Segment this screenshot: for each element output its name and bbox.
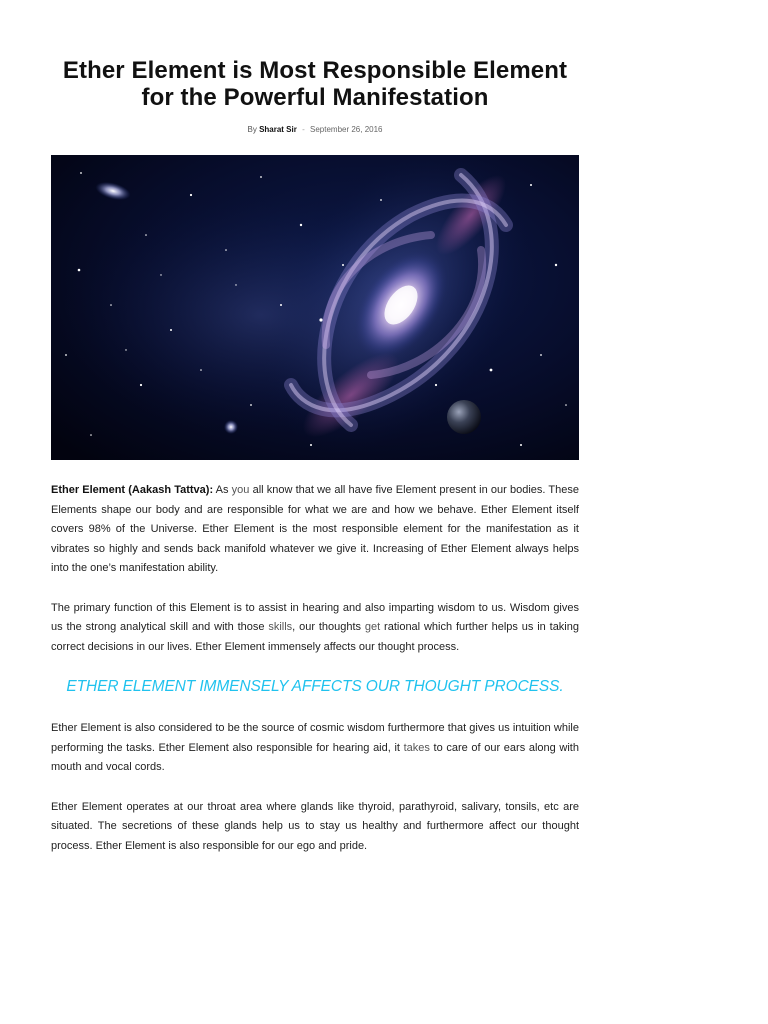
text-span-highlight: get: [364, 621, 381, 633]
text-span: As: [213, 484, 232, 496]
paragraph-function: [51, 599, 579, 658]
paragraph-lead: Ether Element (Aakash Tattva):: [51, 484, 214, 496]
meta-separator: -: [302, 125, 305, 134]
article: [51, 0, 579, 852]
byline-prefix: By: [247, 125, 257, 134]
text-span: , our thoughts: [292, 621, 365, 633]
pull-quote: ETHER ELEMENT IMMENSELY AFFECTS OUR THOUGHT PROCESS.: [66, 678, 564, 695]
paragraph-throat: [51, 798, 579, 857]
article-title: Ether Element is Most Responsible Element for the Powerful Manifestation: [62, 57, 568, 111]
text-span-highlight: takes: [403, 741, 430, 754]
text-span: rational which further helps us in taking correct decisions in our lives. Ether Element immensely affects our thought process.: [51, 621, 579, 653]
article-content: [51, 481, 579, 856]
paragraph-intro: [51, 481, 579, 579]
text-span: to care of our ears along with mouth and vocal cords.: [51, 741, 579, 773]
text-span-highlight: you: [231, 484, 250, 496]
author-link[interactable]: Sharat Sir: [259, 125, 297, 134]
article-meta: [51, 125, 579, 135]
text-span: The primary function of this Element is to assist in hearing and also imparting wisdom to us. Wisdom gives us the strong analytical skill and with those: [51, 601, 579, 633]
text-span: Ether Element is also considered to be the source of cosmic wisdom furthermore that gives us intuition while performing the tasks. Ether Element also responsible for hearing aid, it: [51, 722, 579, 754]
paragraph-wisdom: [51, 719, 579, 778]
text-span: Ether Element operates at our throat area where glands like thyroid, parathyroid, salivary, tonsils, etc are situated. The secretions of these glands help us to stay us healthy and furthermore affect our thought process. Ether Element is also responsible for our ego and pride.: [51, 800, 579, 852]
text-span: all know that we all have five Element present in our bodies. These Elements shape our body and are responsible for what we are and how we behave. Ether Element itself covers 98% of the Universe. Ether Element is the most responsible element for the manifestation as it vibrates so highly and sends back manifold whatever we give it. Increasing of Ether Element always helps into the one’s manifestation ability.: [51, 484, 579, 574]
publish-date: September 26, 2016: [310, 125, 383, 134]
hero-image-galaxy: [51, 155, 579, 460]
text-span-highlight: skills: [268, 621, 293, 633]
